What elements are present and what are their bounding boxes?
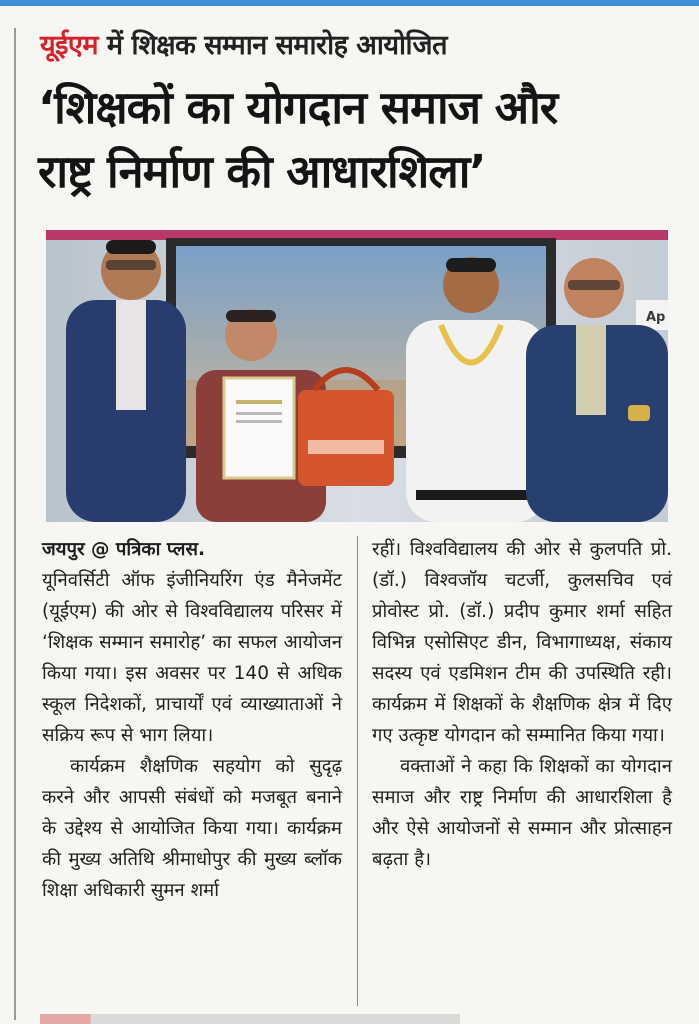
kicker-line [40, 28, 680, 64]
kicker-brand: यूईएम [40, 30, 98, 61]
headline-line-2: राष्ट्र निर्माण की आधारशिला’ [38, 145, 486, 198]
headline-line-1: ‘शिक्षकों का योगदान समाज और [38, 81, 558, 134]
article-right-para-1: रहीं। विश्वविद्यालय की ओर से कुलपति प्रो. (डॉ.) विश्वजॉय चटर्जी, कुलसचिव एवं प्रोवोस्ट प्रो. (डॉ.) प्रदीप कुमार शर्मा सहित विभिन्न एसोसिएट डीन, विभागाध्यक्ष, संकाय सदस्य एवं एडमिशन टीम की उपस्थिति रही। कार्यक्रम में शिक्षकों के शैक्षणिक क्षेत्र में दिए गए उत्कृष्ट योगदान को सम्मानित किया गया। [372, 539, 672, 746]
banner-text: Ap [646, 310, 666, 325]
photo-illustration [46, 230, 668, 522]
article-left-para-1: यूनिवर्सिटी ऑफ इंजीनियरिंग एंड मैनेजमेंट (यूईएम) की ओर से विश्वविद्यालय परिसर में ‘शिक्षक सम्मान समारोह’ का सफल आयोजन किया गया। इस अवसर पर 140 से अधिक स्कूल निदेशकों, प्राचार्यों एवं व्याख्याताओं ने सक्रिय रूप से भाग लिया। [42, 570, 342, 746]
article-column-right [372, 534, 672, 875]
column-divider [357, 536, 358, 1006]
kicker-text: में शिक्षक सम्मान समारोह आयोजित [98, 30, 447, 61]
next-article-edge [40, 1014, 460, 1024]
article-column-left [42, 534, 342, 906]
headline [38, 76, 678, 204]
article-right-para-2: वक्ताओं ने कहा कि शिक्षकों का योगदान समाज और राष्ट्र निर्माण की आधारशिला है और ऐसे आयोजनों से सम्मान और प्रोत्साहन बढ़ता है। [372, 756, 672, 870]
article-left-para-2: कार्यक्रम शैक्षणिक सहयोग को सुदृढ़ करने और आपसी संबंधों को मजबूत बनाने के उद्देश्य से आयोजित किया गया। कार्यक्रम की मुख्य अतिथि श्रीमाधोपुर की मुख्य ब्लॉक शिक्षा अधिकारी सुमन शर्मा [42, 756, 342, 901]
top-color-band [0, 0, 699, 6]
left-column-rule [14, 28, 16, 1020]
news-photo [46, 230, 668, 522]
article-dateline: जयपुर @ पत्रिका प्लस. [42, 539, 205, 560]
